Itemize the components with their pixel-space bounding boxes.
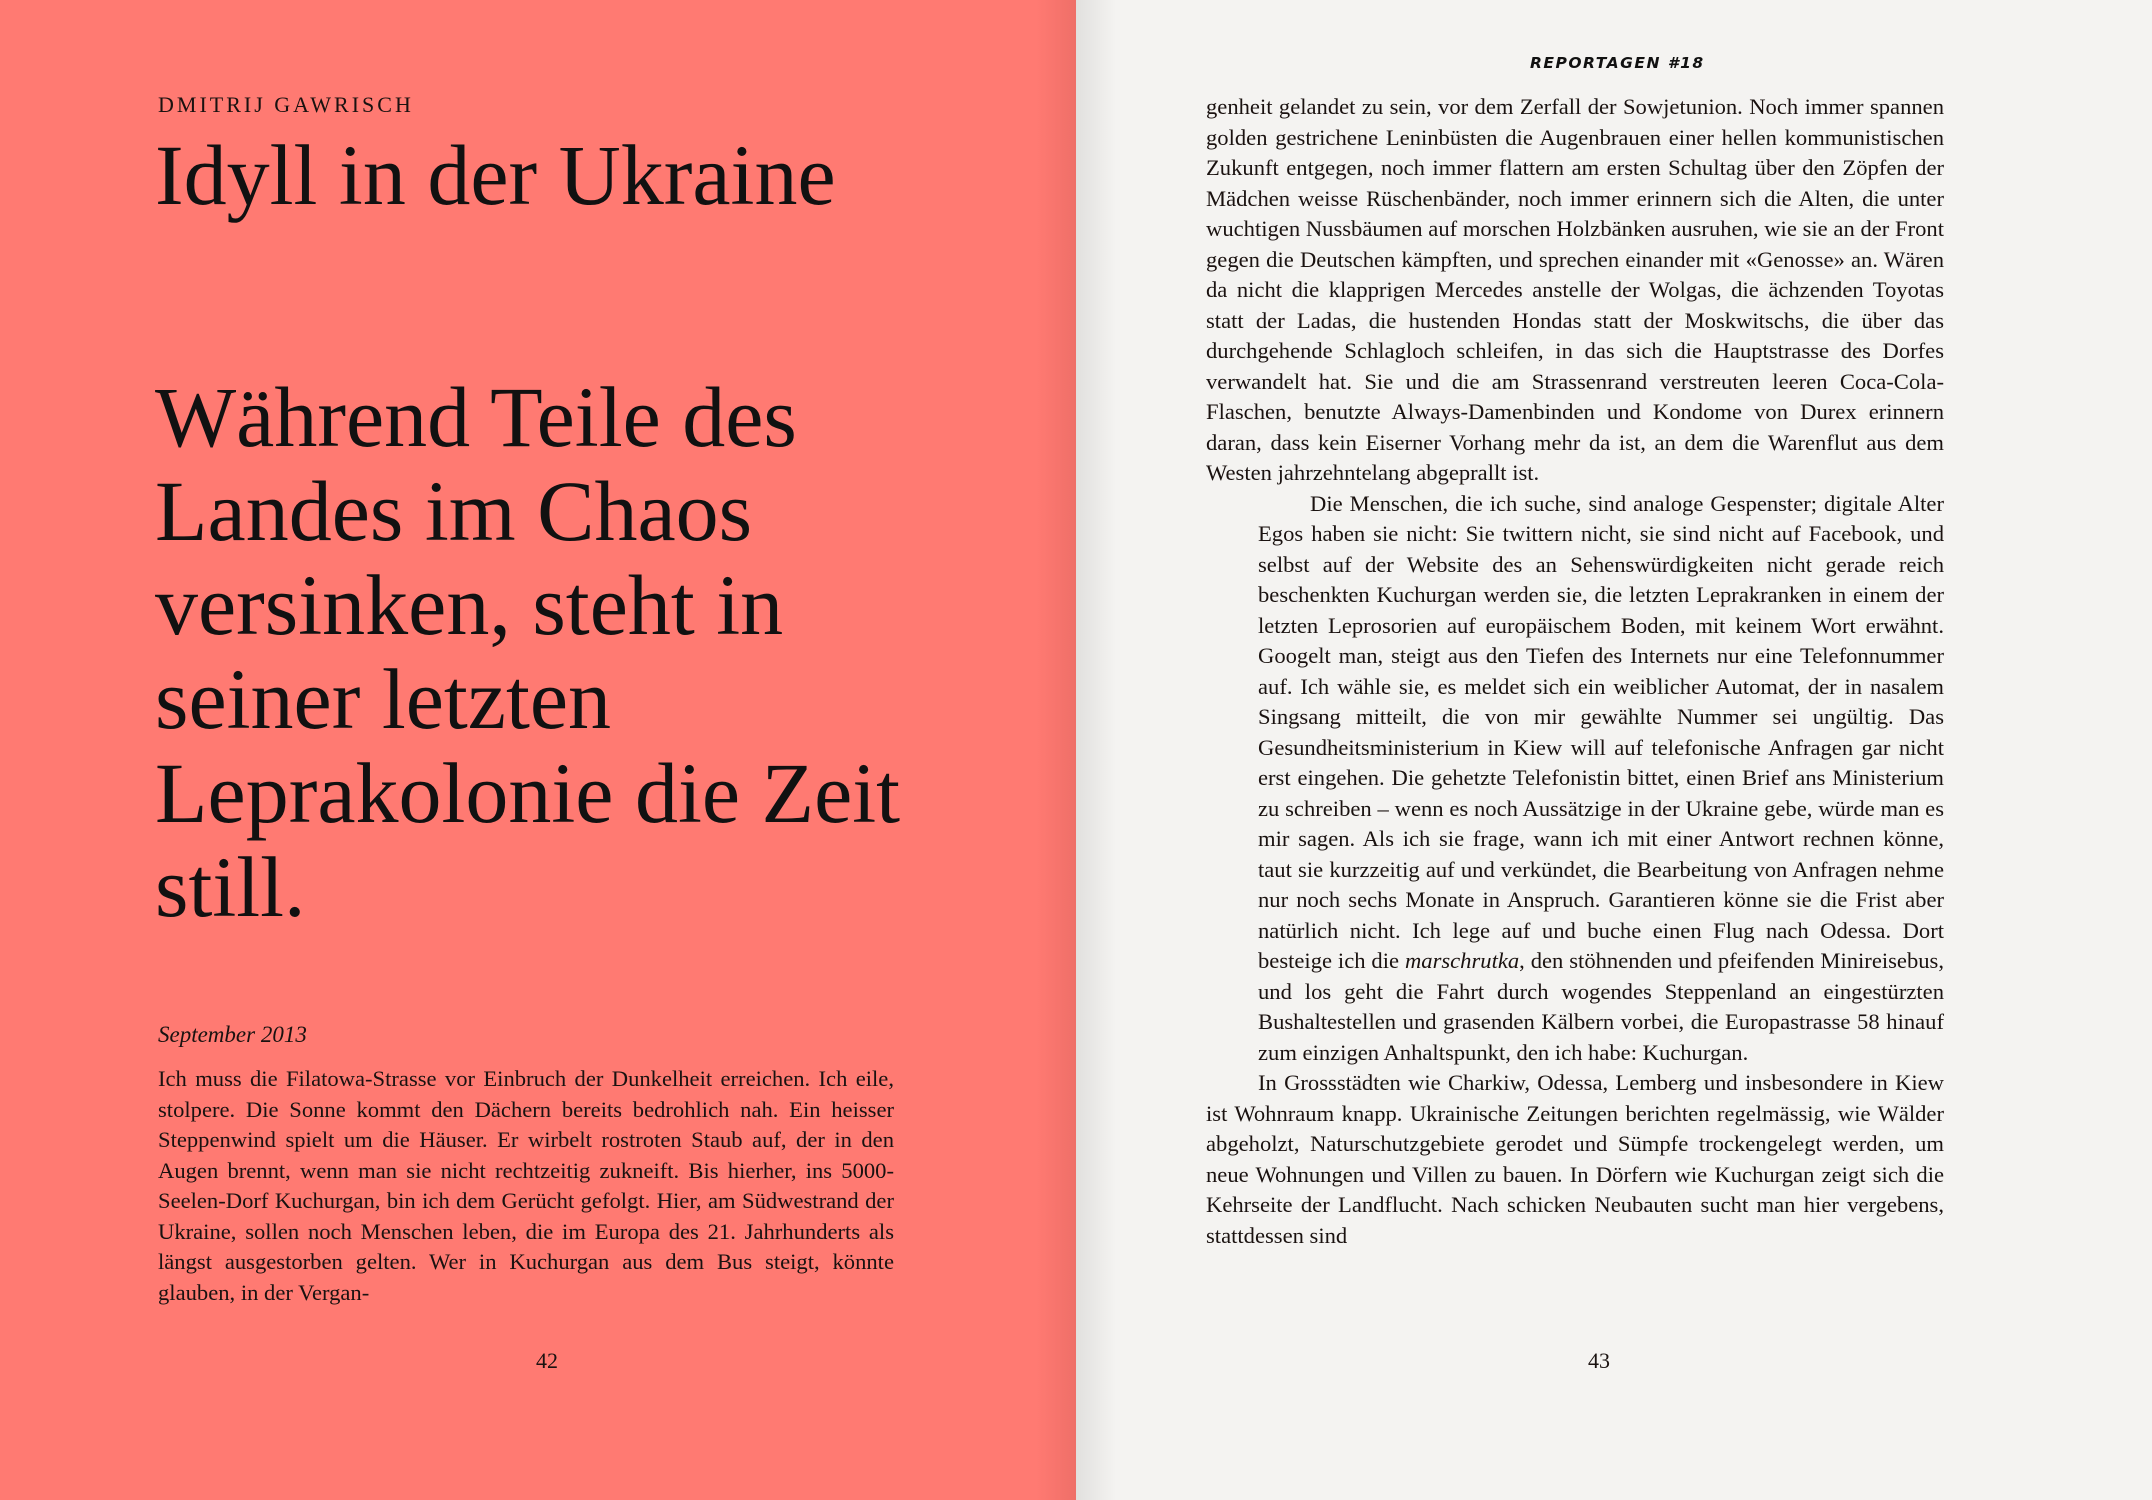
page-number-left: 42 xyxy=(536,1348,558,1373)
left-body-text: Ich muss die Filatowa-Strasse vor Einbruch der Dunkelheit erreichen. Ich eile, stolpere. Die Sonne kommt den Dächern bereits bedrohlich nah. Ein heisser Steppenwind spielt um die Häuser. Er wirbelt rostroten Staub auf, der in den Augen brennt, wenn man sie nicht rechtzeitig zukneift. Bis hierher, ins 5000-Seelen-Dorf Kuchurgan, bin ich dem Gerücht gefolgt. Hier, am Südwestrand der Ukraine, sollen noch Menschen leben, die im Europa des 21. Jahrhunderts als längst ausgestorben gelten. Wer in Kuchurgan aus dem Bus steigt, könnte glauben, in der Vergan- xyxy=(158,1066,894,1305)
paragraph-2-text-b: , den stöhnenden und pfeifenden Minireisebus, und los geht die Fahrt durch wogendes Steppenland an eingestürzten Bushaltestellen und grasenden Kälbern vorbei, die Europastrasse 58 hinauf zum einzigen Anhaltspunkt, den ich habe: Kuchurgan. xyxy=(1258,948,1944,1065)
running-head: REPORTAGEN #18 xyxy=(1530,54,1705,72)
dateline: September 2013 xyxy=(158,1022,307,1047)
article-title: Idyll in der Ukraine xyxy=(155,127,836,223)
right-body-text xyxy=(1206,92,1944,1251)
paragraph-2 xyxy=(1206,489,1944,1069)
paragraph-2-text-a: Die Menschen, die ich suche, sind analoge Gespenster; digitale Alter Egos haben sie nicht: Sie twittern nicht, sie sind nicht auf Facebook, und selbst auf der Website des an Sehenswürdigkeiten nicht gerade reich beschenkten Kuchurgan werden sie, die letzten Leprakranken in einem der letzten Leprosorien auf europäischem Boden, mit keinem Wort erwähnt. Googelt man, steigt aus den Tiefen des Internets nur eine Telefonnummer auf. Ich wähle sie, es meldet sich ein weiblicher Automat, der in nasalem Singsang mitteilt, die von mir gewählte Nummer sei ungültig. Das Gesundheitsministerium in Kiew will auf telefonische Anfragen gar nicht erst eingehen. Die gehetzte Telefonistin bittet, einen Brief ans Ministerium zu schreiben – wenn es noch Aussätzige in der Ukraine gebe, würde man es mir sagen. Als ich sie frage, wann ich mit einer Antwort rechnen könne, taut sie kurzzeitig auf und verkündet, die Bearbeitung von Anfragen nehme nur noch sechs Monate in Anspruch. Garantieren könne sie die Frist aber natürlich nicht. Ich lege auf und buche einen Flug nach Odessa. Dort besteige ich die xyxy=(1258,490,1944,973)
paragraph-2-italic-term: marschrutka xyxy=(1404,948,1520,973)
article-deck: Während Teile des Landes im Chaos versinken, steht in seiner letzten Leprakolonie die Zeit still. xyxy=(155,369,901,935)
author-name: DMITRIJ GAWRISCH xyxy=(158,92,414,117)
paragraph-3: In Grossstädten wie Charkiw, Odessa, Lemberg und insbesondere in Kiew ist Wohnraum knapp. Ukrainische Zeitungen berichten regelmässig, wie Wälder abgeholzt, Naturschutzgebiete gerodet und Sümpfe trockengelegt werden, um neue Wohnungen und Villen zu bauen. In Dörfern wie Kuchurgan zeigt sich die Kehrseite der Landflucht. Nach schicken Neubauten sucht man hier vergebens, stattdessen sind xyxy=(1206,1070,1944,1248)
page-number-right: 43 xyxy=(1588,1348,1610,1373)
paragraph-1: genheit gelandet zu sein, vor dem Zerfall der Sowjetunion. Noch immer spannen golden gestrichene Leninbüsten die Augenbrauen einer hellen kommunistischen Zukunft entgegen, noch immer flattern am ersten Schultag über den Zöpfen der Mädchen weisse Rüschenbänder, noch immer erinnern sich die Alten, die unter wuchtigen Nussbäumen auf morschen Holzbänken ausruhen, wie sie an der Front gegen die Deutschen kämpften, und sprechen einander mit «Genosse» an. Wären da nicht die klapprigen Mercedes anstelle der Wolgas, die ächzenden Toyotas statt der Ladas, die hustenden Hondas statt der Moskwitschs, die über das durchgehende Schlagloch schleifen, in das sich die Hauptstrasse des Dorfes verwandelt hat. Sie und die am Strassenrand verstreuten leeren Coca-Cola-Flaschen, benutzte Always-Damenbinden und Kondome von Durex erinnern daran, dass kein Eiserner Vorhang mehr da ist, an dem die Warenflut aus dem Westen jahrzehntelang abgeprallt ist. xyxy=(1206,94,1944,485)
